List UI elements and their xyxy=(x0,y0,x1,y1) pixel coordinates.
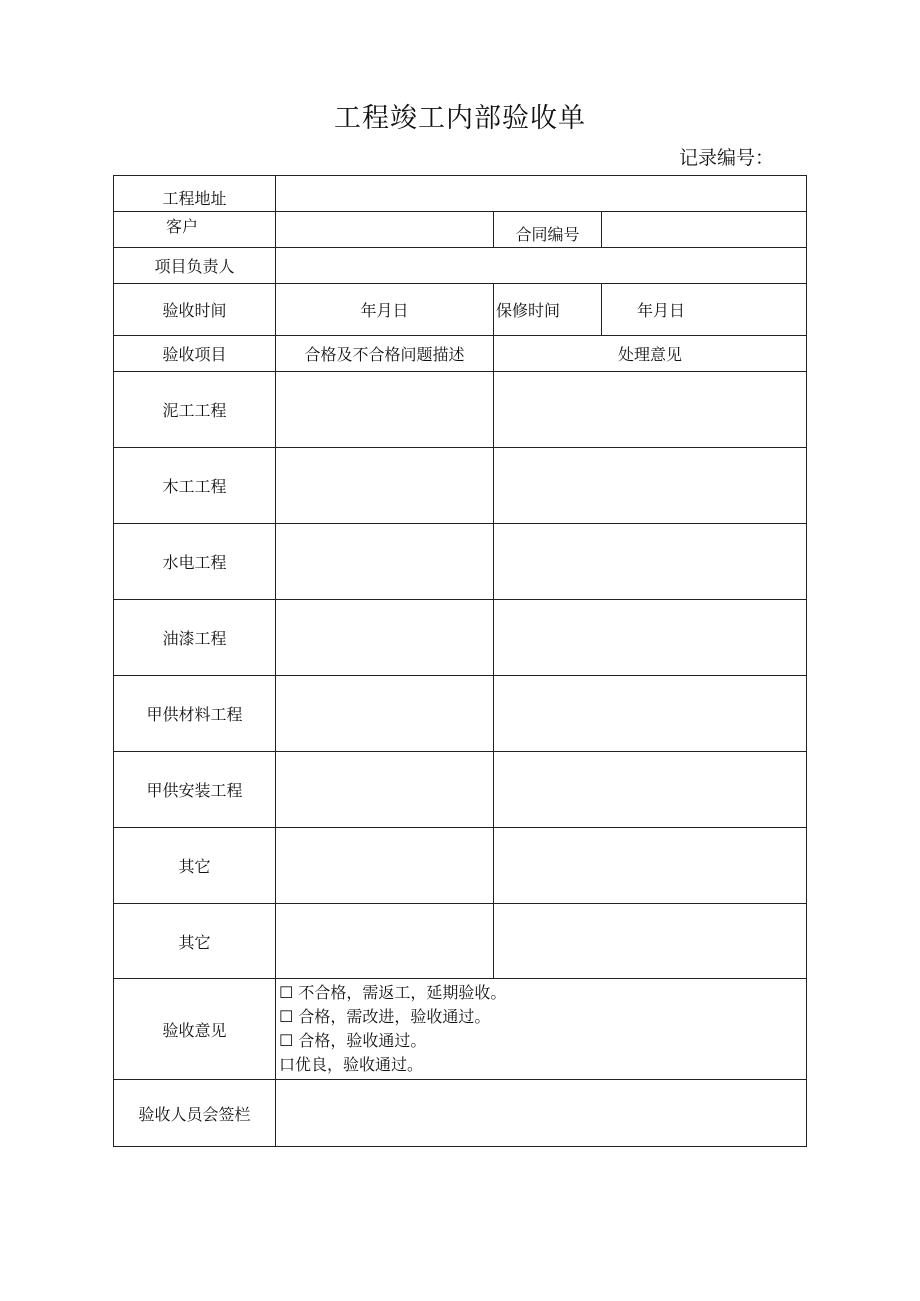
table-row xyxy=(114,676,807,752)
time-row xyxy=(114,284,807,336)
contract-number-label: 合同编号 xyxy=(494,212,602,248)
item-description-cell[interactable] xyxy=(276,752,494,828)
manager-row xyxy=(114,248,807,284)
item-description-cell[interactable] xyxy=(276,372,494,448)
item-handling-cell[interactable] xyxy=(494,600,807,676)
client-label: 客户 xyxy=(114,212,276,248)
item-label: 油漆工程 xyxy=(114,600,276,676)
signature-row xyxy=(114,1080,807,1147)
item-description-cell[interactable] xyxy=(276,904,494,979)
header-item: 验收项目 xyxy=(114,336,276,372)
item-handling-cell[interactable] xyxy=(494,752,807,828)
inspection-time-label: 验收时间 xyxy=(114,284,276,336)
item-handling-cell[interactable] xyxy=(494,524,807,600)
item-description-cell[interactable] xyxy=(276,448,494,524)
signature-cell[interactable] xyxy=(276,1080,807,1147)
opinion-option-unqualified[interactable]: ☐ 不合格，需返工，延期验收。 xyxy=(279,983,507,1002)
item-label: 水电工程 xyxy=(114,524,276,600)
opinion-row xyxy=(114,979,807,1080)
table-row xyxy=(114,752,807,828)
warranty-time-label: 保修时间 xyxy=(494,284,602,336)
item-description-cell[interactable] xyxy=(276,676,494,752)
item-label: 木工工程 xyxy=(114,448,276,524)
table-row xyxy=(114,828,807,904)
item-label: 甲供安装工程 xyxy=(114,752,276,828)
item-handling-cell[interactable] xyxy=(494,904,807,979)
inspection-date-cell[interactable]: 年月日 xyxy=(276,284,494,336)
record-number-label: 记录编号： xyxy=(678,147,774,169)
warranty-date-cell[interactable]: 年月日 xyxy=(602,284,807,336)
item-label: 其它 xyxy=(114,828,276,904)
contract-number-value-cell[interactable] xyxy=(602,212,807,248)
opinion-option-excellent[interactable]: 口优良，验收通过。 xyxy=(279,1055,424,1074)
item-handling-cell[interactable] xyxy=(494,448,807,524)
table-row xyxy=(114,600,807,676)
item-label: 甲供材料工程 xyxy=(114,676,276,752)
address-label: 工程地址 xyxy=(114,176,276,212)
address-row xyxy=(114,176,807,212)
item-description-cell[interactable] xyxy=(276,600,494,676)
table-row xyxy=(114,448,807,524)
item-handling-cell[interactable] xyxy=(494,676,807,752)
opinion-options-cell xyxy=(276,979,807,1080)
opinion-label: 验收意见 xyxy=(114,979,276,1080)
item-description-cell[interactable] xyxy=(276,828,494,904)
opinion-option-qualified-improve[interactable]: ☐ 合格，需改进，验收通过。 xyxy=(279,1007,491,1026)
signature-label: 验收人员会签栏 xyxy=(114,1080,276,1147)
manager-value-cell[interactable] xyxy=(276,248,807,284)
item-label: 其它 xyxy=(114,904,276,979)
client-value-cell[interactable] xyxy=(276,212,494,248)
client-row xyxy=(114,212,807,248)
header-description: 合格及不合格问题描述 xyxy=(276,336,494,372)
manager-label: 项目负责人 xyxy=(114,248,276,284)
item-description-cell[interactable] xyxy=(276,524,494,600)
item-handling-cell[interactable] xyxy=(494,828,807,904)
table-row xyxy=(114,372,807,448)
inspection-form-table xyxy=(113,175,807,1147)
table-header-row xyxy=(114,336,807,372)
address-value-cell[interactable] xyxy=(276,176,807,212)
header-handling: 处理意见 xyxy=(494,336,807,372)
item-label: 泥工工程 xyxy=(114,372,276,448)
opinion-option-qualified[interactable]: ☐ 合格，验收通过。 xyxy=(279,1031,427,1050)
table-row xyxy=(114,524,807,600)
table-row xyxy=(114,904,807,979)
item-handling-cell[interactable] xyxy=(494,372,807,448)
document-title: 工程竣工内部验收单 xyxy=(334,103,586,134)
